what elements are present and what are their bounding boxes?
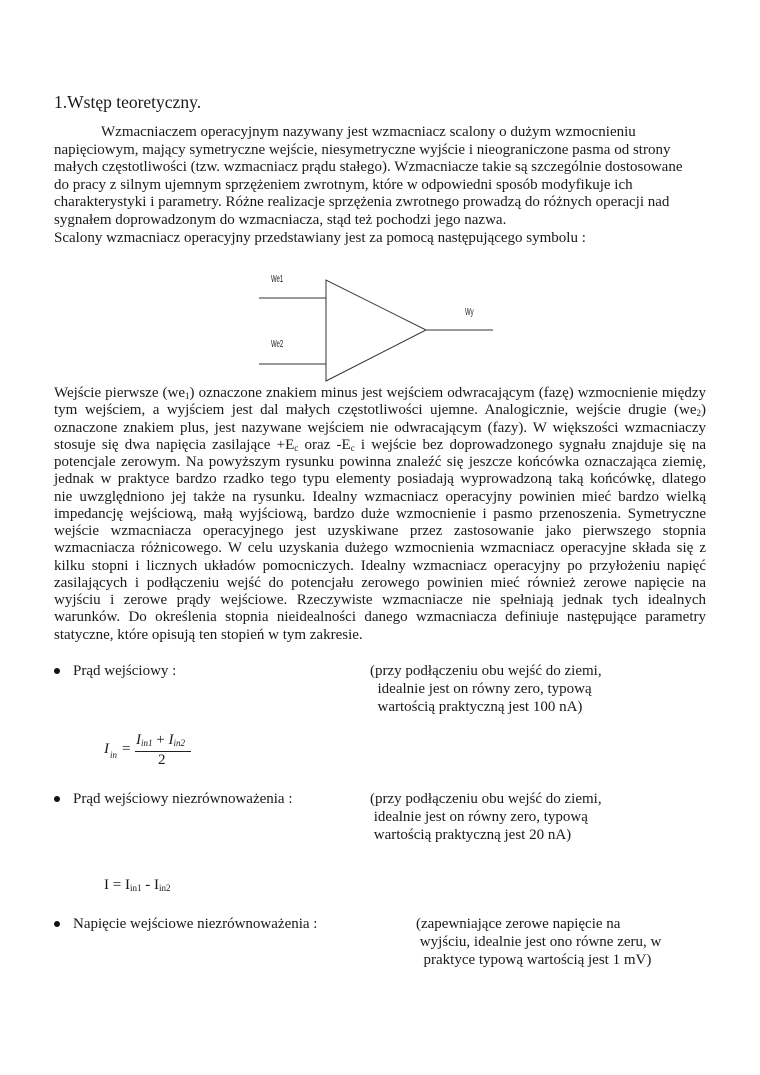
body-line [54,402,706,419]
formula-offset-current [104,877,170,894]
body-line [54,558,706,575]
amplifier-triangle [326,280,426,381]
body-line [54,540,706,557]
body-line [54,523,706,540]
intro-line: sygnałem doprowadzonym do wzmacniacza, stąd też pochodzi jego nazwa. [54,212,507,228]
text-run: ) oznaczone znakiem minus jest wejściem odwracającym (fazę) wzmocnienie między [189,385,706,401]
text-run: jednak w praktyce bardzo rzadko tego typu elementy posiadają wyprowadzoną taką końcówkę, dlatego [54,471,706,488]
param-label: Prąd wejściowy niezrównoważenia : [73,791,293,807]
text-run: warunków. Do określenia stopnia nieidealności danego wzmacniacza definiuje następujące parametry [54,609,706,626]
body-line [54,627,706,644]
text-run: statyczne, które opisują ten stopień w tym zakresie. [54,626,363,643]
formula-text: I = I [104,877,130,893]
formula-subscript: in1 [141,738,153,748]
text-run: oraz -E [298,436,351,453]
formula-subscript: in2 [158,883,171,893]
formula-symbol: I [104,741,109,757]
output-label: Wy [465,307,474,318]
body-line [54,575,706,592]
intro-line: charakterystyki i parametry. Różne realizacje sprzężenia zwrotnego prowadzą do różnych operacji nad [54,194,670,211]
intro-line: Scalony wzmacniacz operacyjny przedstawiany jest za pomocą następującego symbolu : [54,229,586,246]
text-run: wyjściu i zerowe prądy wejściowe. Rzeczywiste wzmacniacze nie spełniają jednak tych idealnych [54,592,706,608]
bullet-icon [54,921,60,927]
text-run: zasilających i podłączeniu wejść do potencjału zerowego powinien mieć również zerowe napięcie na [54,574,706,591]
body-line [54,489,706,506]
param-note: (przy podłączeniu obu wejść do ziemi, idealnie jest on równy zero, typową wartością praktyczną jest 100 nA) [370,663,602,715]
bullet-icon [54,796,60,802]
intro-line: Wzmacniaczem operacyjnym nazywany jest wzmacniacz scalony o dużym wzmocnieniu [101,124,636,140]
text-run: Wejście pierwsze (we [54,385,186,401]
body-line [54,454,706,471]
param-note: (zapewniające zerowe napięcie na wyjściu, idealnie jest ono równe zeru, w praktyce typową wartością jest 1 mV) [416,916,662,968]
section-heading: 1.Wstęp teoretyczny. [54,92,202,112]
text-run: i wejście bez doprowadzonego sygnału znajduje się na [354,436,706,453]
formula-subscript: in [110,750,118,760]
text-run: stosuje się dwa napięcia zasilające +E [54,436,295,453]
text-run: oznaczone znakiem plus, jest nazywane wejściem nie odwracającym (fazy). W większości wzmacniaczy [54,419,706,436]
param-label: Napięcie wejściowe niezrównoważenia : [73,916,318,932]
body-line [54,471,706,488]
text-run: tym wejściem, a wyjściem jest dal małych częstotliwości ujemne. Analogicznie, wejście drugie (we [54,402,697,419]
formula-symbol: I [136,732,141,748]
body-line [54,437,706,454]
subscript: 2 [696,408,701,419]
formula-text: - I [141,877,159,893]
text-run: wzmacniacza różnicowego. W celu uzyskania dużego wzmocnienia wzmacniacz operacyjne składa się z [54,540,706,557]
body-line [54,609,706,626]
text-run: potencjale zerowym. Na powyższym rysunku powinna znaleźć się jeszcze końcówka oznaczająca ziemię, [54,454,706,470]
intro-line: małych częstotliwości (tzw. wzmacniacz prądu stałego). Wzmacniacze takie są szczególnie dostosowane [54,159,683,176]
body-line [54,420,706,437]
text-run: wejście wzmacniacza operacyjnego jest uzyskiwane przez zastosowanie jako pierwszego stopnia [54,523,706,539]
formula-subscript: in1 [129,883,142,893]
subscript: c [350,442,355,453]
text-run: impedancję wejściową, małą wyjściową, bardzo duże wzmocnienie i pasmo przenoszenia. Symetryczne [54,505,706,522]
input1-label: We1 [271,274,284,285]
formula-subscript: in2 [173,738,185,748]
intro-line: do pracy z silnym ujemnym sprzężeniem zwrotnym, które w odpowiedni sposób modyfikuje ich [54,176,633,193]
formula-equals: = [122,741,131,757]
body-line [54,385,706,402]
formula-denominator: 2 [158,752,166,768]
body-line [54,592,706,609]
subscript: c [294,442,299,453]
formula-plus: + [156,732,165,748]
op-amp-symbol [250,265,510,385]
text-run: kilku stopni i licznych układów pomocniczych. Idealny wzmacniacz operacyjny po przyłożeniu napięć [54,557,706,574]
formula-symbol: I [168,732,174,748]
param-label: Prąd wejściowy : [73,663,177,679]
param-note: (przy podłączeniu obu wejść do ziemi, idealnie jest on równy zero, typową wartością praktyczną jest 20 nA) [370,791,602,843]
body-line [54,506,706,523]
input2-label: We2 [271,339,284,350]
text-run: nie uwzględniono jej także na rysunku. Idealny wzmacniacz operacyjny powinien mieć bardzo wielką [54,488,706,505]
bullet-icon [54,668,60,674]
text-run: ) [701,402,706,419]
subscript: 1 [185,391,190,401]
intro-line: napięciowym, mający symetryczne wejście, niesymetryczne wyjście i nieograniczone pasma od strony [54,141,671,158]
